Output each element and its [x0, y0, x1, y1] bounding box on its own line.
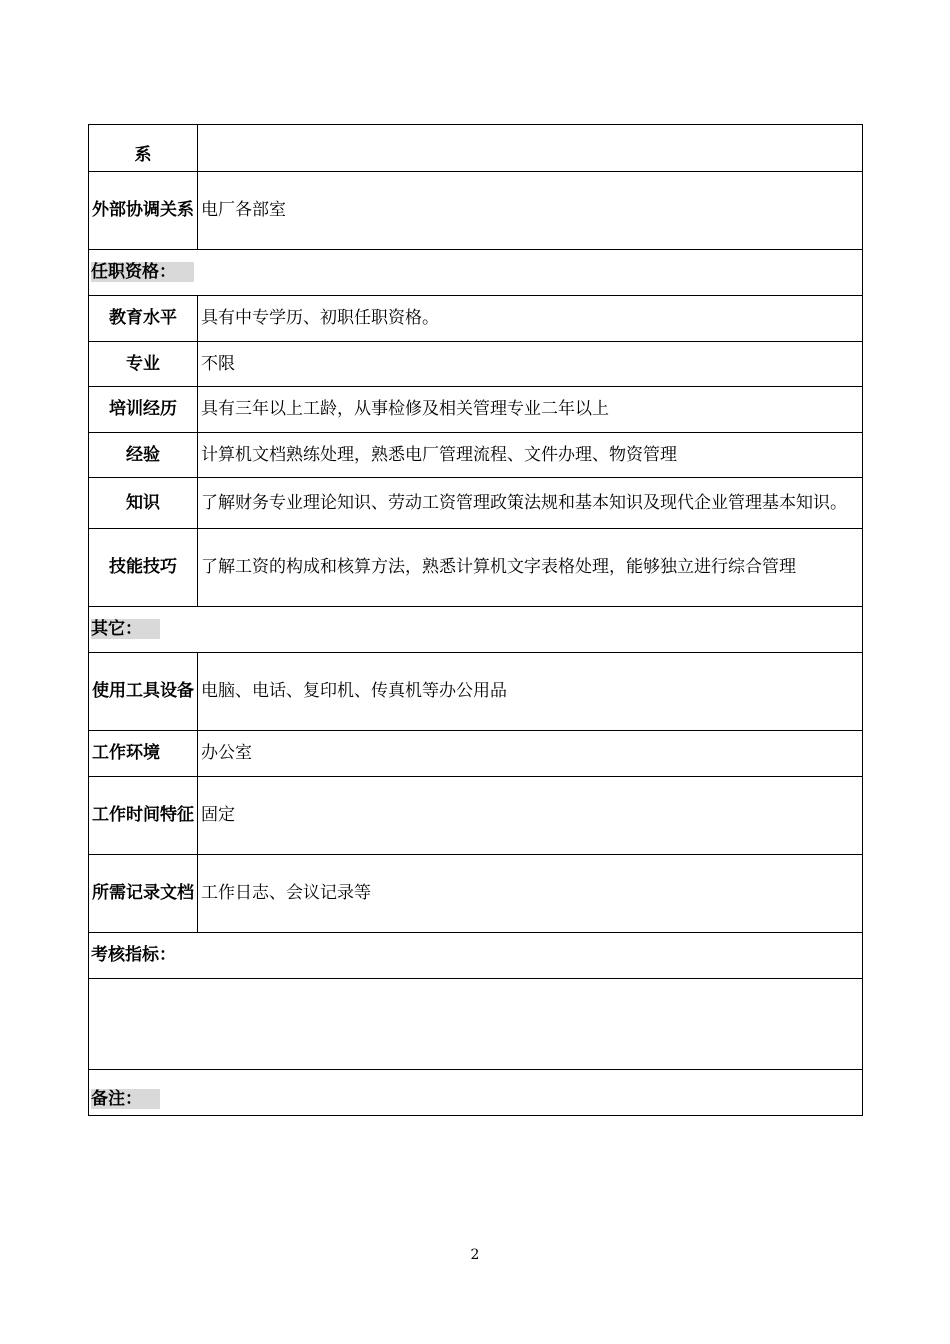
table-row — [89, 979, 863, 1070]
table-row — [89, 342, 863, 387]
table-row — [89, 731, 863, 777]
tools-value: 电脑、电话、复印机、传真机等办公用品 — [198, 653, 863, 731]
assessment-content — [89, 979, 863, 1070]
table-row — [89, 125, 863, 172]
education-label: 教育水平 — [89, 296, 198, 342]
job-description-table — [88, 124, 863, 1116]
skills-label: 技能技巧 — [89, 529, 198, 607]
work-time-label: 工作时间特征 — [89, 777, 198, 855]
education-value: 具有中专学历、初职任职资格。 — [198, 296, 863, 342]
table-row — [89, 387, 863, 433]
training-label: 培训经历 — [89, 387, 198, 433]
internal-relations-value — [198, 125, 863, 172]
records-value: 工作日志、会议记录等 — [198, 855, 863, 933]
table-row — [89, 478, 863, 529]
work-time-value: 固定 — [198, 777, 863, 855]
other-heading: 其它： — [91, 619, 160, 639]
tools-label: 使用工具设备 — [89, 653, 198, 731]
major-value: 不限 — [198, 342, 863, 387]
table-row — [89, 296, 863, 342]
table-row — [89, 855, 863, 933]
table-row — [89, 529, 863, 607]
external-relations-value: 电厂各部室 — [198, 172, 863, 250]
experience-label: 经验 — [89, 433, 198, 478]
knowledge-value: 了解财务专业理论知识、劳动工资管理政策法规和基本知识及现代企业管理基本知识。 — [198, 478, 863, 529]
training-value: 具有三年以上工龄，从事检修及相关管理专业二年以上 — [198, 387, 863, 433]
table-row — [89, 250, 863, 296]
table-row — [89, 607, 863, 653]
major-label: 专业 — [89, 342, 198, 387]
external-relations-label: 外部协调关系 — [89, 172, 198, 250]
knowledge-label: 知识 — [89, 478, 198, 529]
qualifications-heading: 任职资格： — [91, 262, 194, 282]
environment-value: 办公室 — [198, 731, 863, 777]
table-row — [89, 433, 863, 478]
table-row — [89, 777, 863, 855]
table-row — [89, 933, 863, 979]
remarks-heading: 备注： — [91, 1089, 160, 1109]
internal-relations-label-tail: 系 — [89, 125, 198, 172]
table-row — [89, 1070, 863, 1116]
page-number: 2 — [470, 1247, 480, 1263]
records-label: 所需记录文档 — [89, 855, 198, 933]
assessment-heading: 考核指标： — [89, 933, 863, 979]
table-row — [89, 172, 863, 250]
experience-value: 计算机文档熟练处理，熟悉电厂管理流程、文件办理、物资管理 — [198, 433, 863, 478]
environment-label: 工作环境 — [89, 731, 198, 777]
table-row — [89, 653, 863, 731]
skills-value: 了解工资的构成和核算方法，熟悉计算机文字表格处理，能够独立进行综合管理 — [198, 529, 863, 607]
